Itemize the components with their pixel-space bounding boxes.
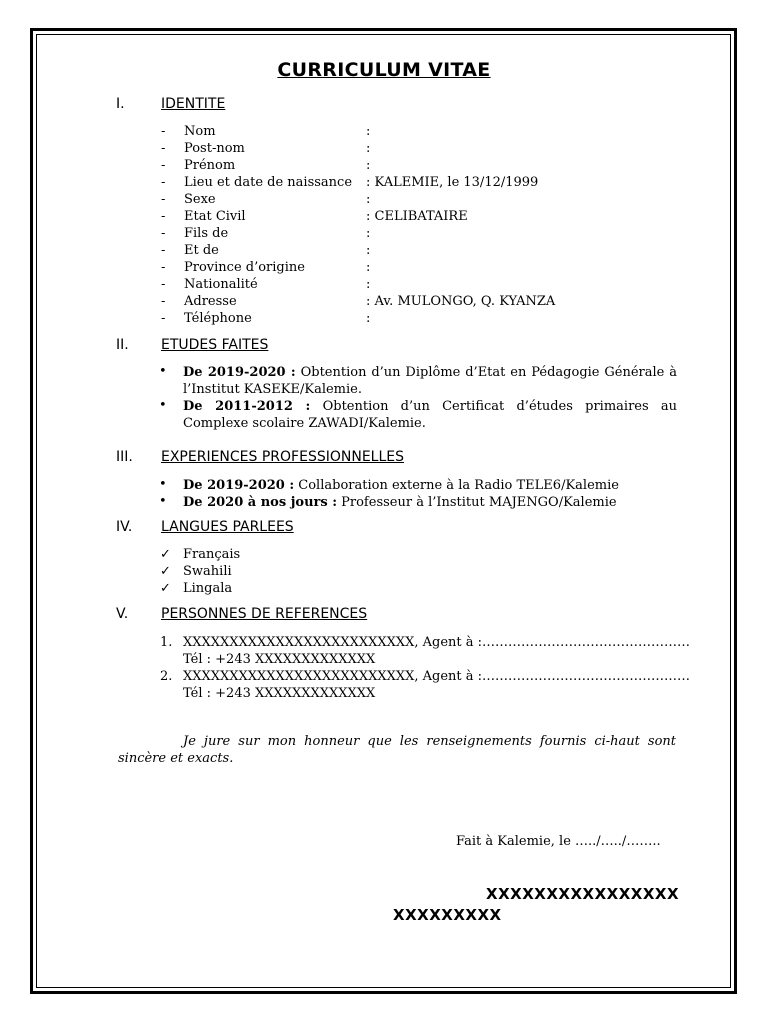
dash-marker: - bbox=[161, 192, 166, 207]
section-title-experiences: EXPERIENCES PROFESSIONNELLES bbox=[161, 449, 404, 465]
check-icon: ✓ bbox=[160, 547, 171, 562]
identity-value: : bbox=[366, 192, 371, 207]
reference-number: 2. bbox=[160, 669, 173, 684]
identity-value: : bbox=[366, 311, 371, 326]
identity-label: Et de bbox=[184, 243, 219, 258]
section-number: V. bbox=[116, 606, 129, 622]
experience-period: De 2019-2020 : bbox=[183, 478, 295, 493]
experience-item bbox=[183, 477, 677, 494]
identity-value: : Av. MULONGO, Q. KYANZA bbox=[366, 294, 556, 309]
dash-marker: - bbox=[161, 124, 166, 139]
language-item: Français bbox=[183, 547, 241, 562]
section-number: IV. bbox=[116, 519, 133, 535]
study-item bbox=[183, 364, 677, 398]
dash-marker: - bbox=[161, 226, 166, 241]
section-number: I. bbox=[116, 96, 125, 112]
place-date-line: Fait à Kalemie, le …../…../…….. bbox=[456, 834, 661, 849]
identity-label: Fils de bbox=[184, 226, 229, 241]
bullet-marker: • bbox=[159, 364, 167, 379]
dash-marker: - bbox=[161, 158, 166, 173]
study-text: Obtention d’un Certificat d’études primaires au Complexe scolaire ZAWADI/Kalemie. bbox=[183, 399, 678, 431]
experience-period: De 2020 à nos jours : bbox=[183, 495, 338, 510]
section-number: III. bbox=[116, 449, 133, 465]
identity-value: : bbox=[366, 158, 371, 173]
dash-marker: - bbox=[161, 141, 166, 156]
experience-text: Collaboration externe à la Radio TELE6/Kalemie bbox=[294, 478, 619, 493]
dash-marker: - bbox=[161, 260, 166, 275]
identity-label: Province d’origine bbox=[184, 260, 305, 275]
experience-item bbox=[183, 494, 677, 511]
identity-label: Post-nom bbox=[184, 141, 245, 156]
experience-text: Professeur à l’Institut MAJENGO/Kalemie bbox=[337, 495, 617, 510]
reference-phone: Tél : +243 XXXXXXXXXXXXX bbox=[183, 652, 376, 667]
identity-label: Sexe bbox=[184, 192, 216, 207]
identity-label: Lieu et date de naissance bbox=[184, 175, 353, 190]
study-period: De 2019-2020 : bbox=[183, 365, 296, 380]
reference-name: XXXXXXXXXXXXXXXXXXXXXXXXX, Agent à :………………………………………… bbox=[183, 669, 691, 684]
identity-label: Etat Civil bbox=[184, 209, 246, 224]
section-title-langues: LANGUES PARLEES bbox=[161, 519, 294, 535]
identity-label: Nom bbox=[184, 124, 216, 139]
dash-marker: - bbox=[161, 209, 166, 224]
language-item: Swahili bbox=[183, 564, 232, 579]
study-item bbox=[183, 398, 677, 432]
reference-phone: Tél : +243 XXXXXXXXXXXXX bbox=[183, 686, 376, 701]
reference-number: 1. bbox=[160, 635, 173, 650]
study-text: Obtention d’un Diplôme d’Etat en Pédagogie Générale à l’Institut KASEKE/Kalemie. bbox=[183, 365, 677, 397]
dash-marker: - bbox=[161, 243, 166, 258]
identity-value: : bbox=[366, 226, 371, 241]
oath-statement: Je jure sur mon honneur que les renseignements fournis ci-haut sont sincère et exacts. bbox=[118, 734, 676, 766]
section-title-identite: IDENTITE bbox=[161, 96, 226, 112]
bullet-marker: • bbox=[159, 477, 167, 492]
document-title: CURRICULUM VITAE bbox=[277, 59, 491, 81]
dash-marker: - bbox=[161, 311, 166, 326]
identity-label: Prénom bbox=[184, 158, 236, 173]
study-period: De 2011-2012 : bbox=[183, 399, 311, 414]
identity-value: : bbox=[366, 243, 371, 258]
identity-label: Adresse bbox=[184, 294, 237, 309]
identity-value: : bbox=[366, 124, 371, 139]
bullet-marker: • bbox=[159, 494, 167, 509]
identity-label: Nationalité bbox=[184, 277, 258, 292]
section-title-references: PERSONNES DE REFERENCES bbox=[161, 606, 368, 622]
identity-value: : bbox=[366, 260, 371, 275]
identity-value: : bbox=[366, 141, 371, 156]
dash-marker: - bbox=[161, 175, 166, 190]
section-number: II. bbox=[116, 337, 129, 353]
language-item: Lingala bbox=[183, 581, 233, 596]
bullet-marker: • bbox=[159, 398, 167, 413]
signature-name-line1: XXXXXXXXXXXXXXXX bbox=[486, 885, 680, 903]
identity-value: : CELIBATAIRE bbox=[366, 209, 468, 224]
check-icon: ✓ bbox=[160, 581, 171, 596]
signature-name-line2: XXXXXXXXX bbox=[393, 906, 502, 924]
identity-value: : KALEMIE, le 13/12/1999 bbox=[366, 175, 539, 190]
identity-label: Téléphone bbox=[184, 311, 252, 326]
reference-name: XXXXXXXXXXXXXXXXXXXXXXXXX, Agent à :………………………………………… bbox=[183, 635, 691, 650]
check-icon: ✓ bbox=[160, 564, 171, 579]
dash-marker: - bbox=[161, 277, 166, 292]
identity-value: : bbox=[366, 277, 371, 292]
section-title-etudes: ETUDES FAITES bbox=[161, 337, 269, 353]
dash-marker: - bbox=[161, 294, 166, 309]
